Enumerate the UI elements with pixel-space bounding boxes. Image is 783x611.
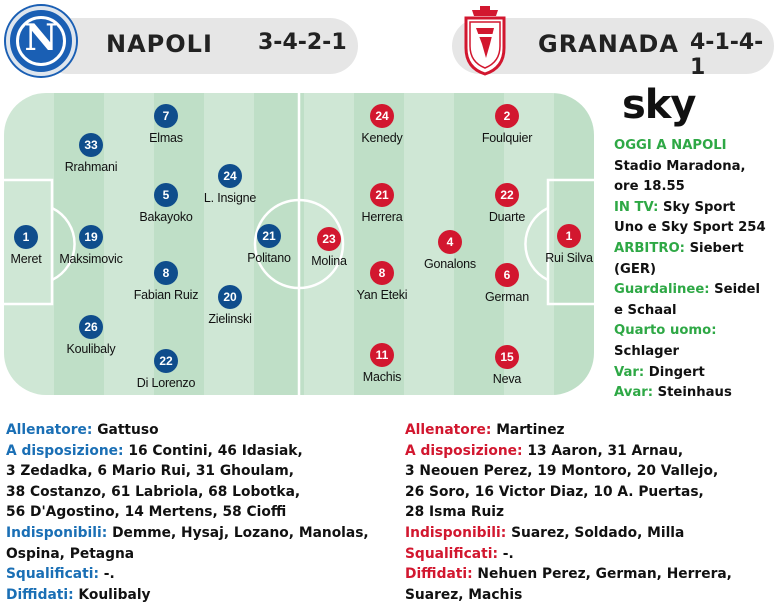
away-bench-label: A disposizione: bbox=[405, 442, 523, 459]
away-player-7 bbox=[447, 104, 567, 145]
away-bench-line-3: 26 Soro, 16 Victor Diaz, 10 A. Puertas, bbox=[405, 483, 704, 500]
away-player-5 bbox=[322, 343, 442, 384]
match-info bbox=[614, 136, 780, 404]
home-warned-label: Diffidati: bbox=[6, 586, 74, 603]
venue-line-2: ore 18.55 bbox=[614, 179, 685, 195]
home-player-5 bbox=[106, 104, 226, 145]
away-player-number: 1 bbox=[557, 224, 581, 248]
home-coach-label: Allenatore: bbox=[6, 422, 93, 438]
away-player-number: 2 bbox=[495, 104, 519, 128]
away-player-8 bbox=[447, 183, 567, 224]
home-bench-line-3: 38 Costanzo, 61 Labriola, 68 Lobotka, bbox=[6, 483, 301, 500]
away-bench-line-2: 3 Neouen Perez, 19 Montoro, 20 Vallejo, bbox=[405, 463, 719, 480]
home-team-name: NAPOLI bbox=[106, 30, 213, 58]
venue-label: OGGI A NAPOLI bbox=[614, 138, 727, 153]
away-team-name: GRANADA bbox=[538, 30, 679, 58]
home-player-number: 7 bbox=[154, 104, 178, 128]
away-bench-line-1: 13 Aaron, 31 Arnau, bbox=[527, 442, 684, 459]
home-player-number: 8 bbox=[154, 261, 178, 285]
home-player-name: Koulibaly bbox=[66, 342, 116, 356]
away-coach-label: Allenatore: bbox=[405, 422, 492, 438]
away-unavailable-label: Indisponibili: bbox=[405, 524, 507, 541]
home-player-number: 20 bbox=[218, 285, 242, 309]
home-suspended-label: Squalificati: bbox=[6, 566, 99, 583]
avar-value: Steinhaus bbox=[657, 385, 732, 401]
napoli-crest-icon bbox=[6, 6, 76, 76]
away-player-name: Gonalons bbox=[424, 257, 476, 271]
granada-crest-icon bbox=[460, 6, 510, 76]
away-player-name: Rui Silva bbox=[545, 251, 593, 265]
home-bench-label: A disposizione: bbox=[6, 442, 124, 459]
home-team-module: 3-4-2-1 bbox=[258, 30, 347, 55]
home-player-number: 21 bbox=[257, 224, 281, 248]
away-player-name: German bbox=[485, 290, 529, 304]
home-player-name: Zielinski bbox=[208, 312, 252, 326]
away-suspended-label: Squalificati: bbox=[405, 545, 498, 562]
home-player-number: 24 bbox=[218, 164, 242, 188]
away-player-9 bbox=[447, 263, 567, 304]
home-team-details bbox=[6, 420, 386, 605]
referee-value: Siebert bbox=[689, 240, 744, 256]
home-player-name: Elmas bbox=[149, 131, 183, 145]
away-player-2 bbox=[322, 104, 442, 145]
napoli-crest-letter: N bbox=[24, 17, 58, 59]
sky-logo: sky bbox=[622, 82, 696, 128]
home-player-name: Politano bbox=[247, 251, 291, 265]
away-player-name: Herrera bbox=[361, 210, 403, 224]
away-player-10 bbox=[447, 345, 567, 386]
away-player-number: 24 bbox=[370, 104, 394, 128]
tv-line-2: Uno e Sky Sport 254 bbox=[614, 220, 766, 236]
home-player-number: 33 bbox=[79, 133, 103, 157]
home-player-name: Rrahmani bbox=[64, 160, 118, 174]
avar-label: Avar: bbox=[614, 385, 654, 401]
linesmen-line-2: e Schaal bbox=[614, 302, 677, 318]
home-player-name: Fabian Ruiz bbox=[133, 288, 199, 302]
linesmen-value: Seidel bbox=[714, 282, 761, 298]
away-team-details bbox=[405, 420, 780, 605]
home-player-name: Di Lorenzo bbox=[136, 376, 196, 390]
home-suspended: -. bbox=[103, 566, 115, 583]
away-player-number: 22 bbox=[495, 183, 519, 207]
away-suspended: -. bbox=[502, 545, 514, 562]
away-player-name: Molina bbox=[311, 254, 347, 268]
fourth-official-value: Schlager bbox=[614, 343, 680, 359]
away-player-11 bbox=[509, 224, 594, 265]
home-player-name: Maksimovic bbox=[59, 252, 123, 266]
home-player-number: 22 bbox=[154, 349, 178, 373]
home-coach: Gattuso bbox=[97, 422, 159, 438]
away-player-number: 23 bbox=[317, 227, 341, 251]
home-player-number: 26 bbox=[79, 315, 103, 339]
home-player-number: 1 bbox=[14, 225, 38, 249]
home-team-header bbox=[40, 18, 358, 74]
linesmen-label: Guardalinee: bbox=[614, 282, 710, 298]
away-team-module: 4-1-4-1 bbox=[690, 30, 764, 80]
away-unavailable: Suarez, Soldado, Milla bbox=[511, 524, 685, 541]
away-player-name: Yan Eteki bbox=[356, 288, 408, 302]
referee-label: ARBITRO: bbox=[614, 240, 685, 256]
fourth-official-label: Quarto uomo: bbox=[614, 323, 717, 339]
home-bench-line-2: 3 Zedadka, 6 Mario Rui, 31 Ghoulam, bbox=[6, 463, 294, 480]
home-player-10 bbox=[170, 285, 290, 326]
away-player-number: 6 bbox=[495, 263, 519, 287]
away-player-number: 15 bbox=[495, 345, 519, 369]
away-player-number: 8 bbox=[370, 261, 394, 285]
away-warned-line-1: Nehuen Perez, German, Herrera, bbox=[477, 566, 732, 583]
away-player-name: Duarte bbox=[488, 210, 526, 224]
football-pitch bbox=[4, 93, 594, 395]
away-player-name: Kenedy bbox=[361, 131, 403, 145]
away-player-3 bbox=[322, 183, 442, 224]
home-player-3 bbox=[31, 225, 151, 266]
away-coach: Martinez bbox=[496, 422, 565, 438]
away-player-name: Foulquier bbox=[481, 131, 533, 145]
home-bench-line-4: 56 D'Agostino, 14 Mertens, 58 Cioffi bbox=[6, 504, 287, 521]
tv-label: IN TV: bbox=[614, 199, 659, 215]
home-player-number: 5 bbox=[154, 183, 178, 207]
away-player-number: 4 bbox=[438, 230, 462, 254]
away-bench-line-4: 28 Isma Ruiz bbox=[405, 504, 505, 521]
home-unavailable-line-2: Ospina, Petagna bbox=[6, 545, 135, 562]
away-player-number: 11 bbox=[370, 343, 394, 367]
referee-line-2: (GER) bbox=[614, 261, 657, 277]
home-player-name: L. Insigne bbox=[203, 191, 257, 205]
venue-line-1: Stadio Maradona, bbox=[614, 158, 746, 174]
away-warned-label: Diffidati: bbox=[405, 566, 473, 583]
away-warned-line-2: Suarez, Machis bbox=[405, 586, 523, 603]
away-player-number: 21 bbox=[370, 183, 394, 207]
away-player-name: Neva bbox=[492, 372, 522, 386]
home-player-9 bbox=[170, 164, 290, 205]
home-bench-line-1: 16 Contini, 46 Idasiak, bbox=[128, 442, 303, 459]
home-unavailable-label: Indisponibili: bbox=[6, 524, 108, 541]
home-player-name: Bakayoko bbox=[139, 210, 193, 224]
var-label: Var: bbox=[614, 364, 645, 380]
home-warned: Koulibaly bbox=[78, 586, 151, 603]
home-player-8 bbox=[106, 349, 226, 390]
var-value: Dingert bbox=[648, 364, 705, 380]
away-player-name: Machis bbox=[362, 370, 402, 384]
home-unavailable-line-1: Demme, Hysaj, Lozano, Manolas, bbox=[112, 524, 369, 541]
home-player-name: Meret bbox=[10, 252, 42, 266]
home-player-number: 19 bbox=[79, 225, 103, 249]
tv-value: Sky Sport bbox=[663, 199, 736, 215]
